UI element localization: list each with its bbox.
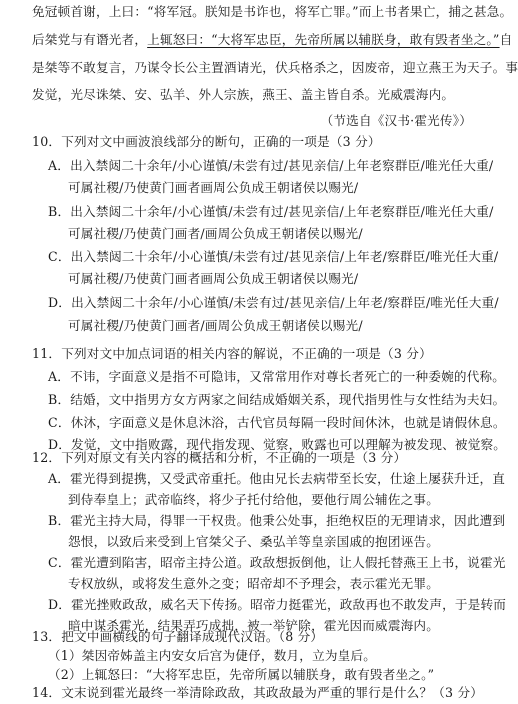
passage-line-4: 发觉，光尽诛桀、安、弘羊、外人宗族，燕王、盖主皆自杀。光威震海内。 [32, 87, 455, 102]
question-10-option-d: D．出入禁闼二十余年/小心谨慎/未尝有过/甚见亲信/上年老/察群臣/唯光任大重/ [48, 295, 499, 310]
passage-line-3: 是桀等不敢复言，乃谋令长公主置酒请光，伏兵格杀之，因废帝，迎立燕王为天子。事 [32, 60, 518, 75]
question-10-option-c-cont: 可属社稷/乃使黄门画者画周公负成王朝诸侯以赐光/ [68, 271, 359, 286]
question-10-stem: 10．下列对文中画波浪线部分的断句，正确的一项是（3 分） [32, 134, 381, 149]
passage-text: 自 [499, 32, 513, 47]
question-11-option-b: B．结婚，文中指男方女方两家之间结成婚姻关系，现代指男性与女性结为夫妇。 [48, 392, 506, 407]
question-12-option-d-cont: 暗中谋杀霍光，结果弄巧成拙，被一举铲除，霍光因而威震海内。 [68, 618, 440, 633]
question-14-stem: 14．文末说到霍光最终一举清除政敌，其政敌最为严重的罪行是什么？（3 分） [32, 685, 484, 700]
question-12-option-d: D．霍光挫败政敌，威名天下传扬。昭帝力挺霍光，政敌再也不敢发声，于是转而 [48, 597, 507, 612]
passage-text: 后桀党与有谮光者， [32, 32, 148, 47]
question-11-stem: 11．下列对文中加点词语的相关内容的解说，不正确的一项是（3 分） [32, 346, 432, 361]
question-11-option-d: D．发觉，文中指败露，现代指发现、觉察，败露也可以理解为被发现、被觉察。 [48, 437, 507, 452]
question-11-option-c: C．休沐，字面意义是休息沐浴，古代官员每隔一段时间休沐，也就是请假休息。 [48, 415, 506, 430]
underlined-sentence: 上辄怒曰：“大将军忠臣，先帝所属以辅朕身，敢有毁者坐之。” [147, 32, 500, 47]
question-13-stem: 13．把文中画横线的句子翻译成现代汉语。（8 分） [32, 629, 324, 644]
passage-source: （节选自《汉书·霍光传》） [320, 113, 472, 128]
question-10-option-a-cont: 可属社稷/乃使黄门画者画周公负成王朝诸侯以赐光/ [68, 180, 359, 195]
question-10-option-d-cont: 可属社稷/乃使黄门画者/画周公负成王朝诸侯以赐光/ [68, 318, 363, 333]
question-12-option-c-cont: 专权放纵，或将发生意外之变；昭帝却不予理会，表示霍光无罪。 [68, 576, 440, 591]
question-11-option-a: A．不讳，字面意义是指不可隐讳，又常常用作对尊长者死亡的一种委婉的代称。 [48, 369, 506, 384]
question-13-sentence-2: （2）上辄怒曰：“大将军忠臣，先帝所属以辅朕身，敢有毁者坐之。” [48, 667, 435, 682]
question-12-option-b-cont: 怨恨，以致后来受到上官桀父子、桑弘羊等皇亲国戚的抱团诬告。 [68, 534, 440, 549]
question-12-option-a-cont: 到侍奉皇上；武帝临终，将少子托付给他，要他行周公辅佐之事。 [68, 492, 440, 507]
question-12-option-a: A．霍光得到提携，又受武帝重托。他由兄长去病带至长安，仕途上屡获升迁，直 [48, 471, 506, 486]
question-12-option-b: B．霍光主持大局，得罪一干权贵。他秉公处事，拒绝权臣的无理请求，因此遭到 [48, 513, 506, 528]
question-13-sentence-1: （1）桀因帝姊盖主内安女后宫为倢伃，数月，立为皇后。 [48, 648, 377, 663]
question-10-option-b-cont: 可属社稷/乃使黄门画者/画周公负成王朝诸侯以赐光/ [68, 226, 363, 241]
question-10-option-a: A．出入禁闼二十余年/小心谨慎/未尝有过/甚见亲信/上年老察群臣/唯光任大重/ [48, 158, 494, 173]
question-10-option-c: C．出入禁闼二十余年/小心谨慎/未尝有过/甚见亲信/上年老/察群臣/唯光任大重/ [48, 249, 499, 264]
question-10-option-b: B．出入禁闼二十余年/小心谨慎/未尝有过/甚见亲信/上年老察群臣/唯光任大重/ [48, 204, 494, 219]
question-12-stem: 12．下列对原文有关内容的概括和分析，不正确的一项是（3 分） [32, 450, 407, 465]
passage-line-1: 免冠顿首谢，上曰：“将军冠。朕知是书诈也，将军亡罪。”而上书者果亡，捕之甚急。 [32, 4, 513, 19]
question-12-option-c: C．霍光遭到陷害，昭帝主持公道。政敌想扳倒他，让人假托替燕王上书，说霍光 [48, 555, 506, 570]
passage-line-2 [32, 30, 512, 50]
